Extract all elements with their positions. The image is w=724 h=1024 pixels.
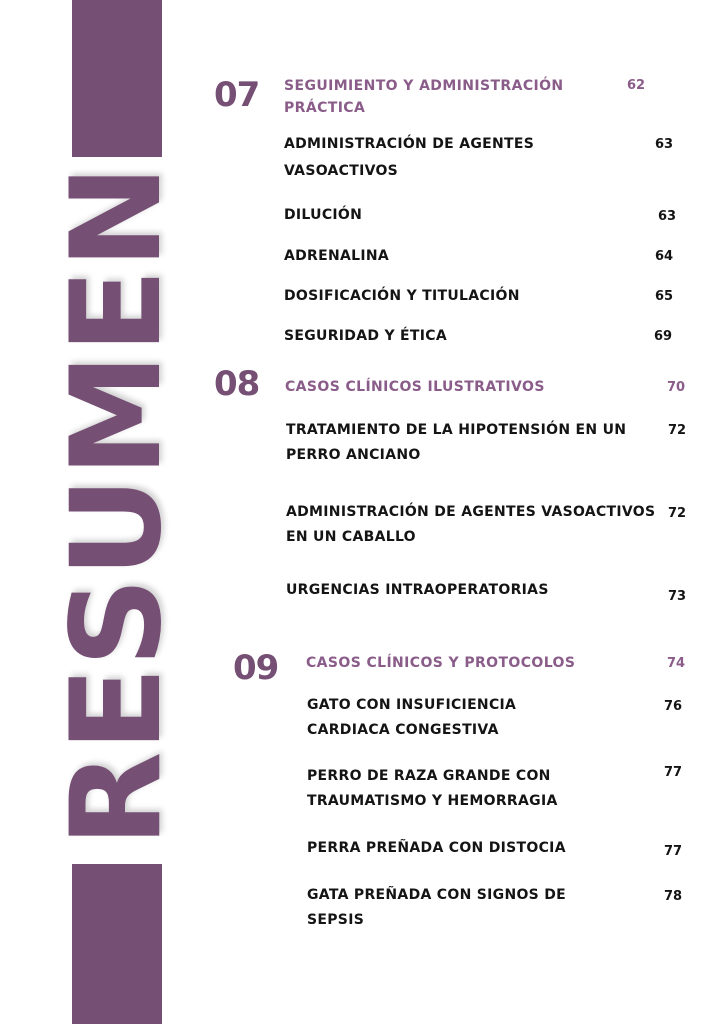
toc-item-page: 72 bbox=[668, 423, 687, 438]
toc-item[interactable]: DOSIFICACIÓN Y TITULACIÓN bbox=[284, 288, 520, 304]
toc-item-page: 77 bbox=[664, 844, 683, 859]
section-title-line1: SEGUIMIENTO Y ADMINISTRACIÓN bbox=[284, 78, 564, 94]
toc-item[interactable]: URGENCIAS INTRAOPERATORIAS bbox=[286, 582, 549, 598]
toc-item[interactable]: SEGURIDAD Y ÉTICA bbox=[284, 328, 447, 344]
toc-item[interactable] bbox=[307, 693, 516, 743]
toc-item-page: 69 bbox=[654, 329, 673, 344]
toc-item[interactable]: PERRA PREÑADA CON DISTOCIA bbox=[307, 840, 566, 856]
toc-item[interactable] bbox=[286, 418, 626, 468]
toc-item[interactable] bbox=[284, 131, 534, 185]
section-title-line2: PRÁCTICA bbox=[284, 100, 366, 116]
toc-item[interactable]: DILUCIÓN bbox=[284, 207, 363, 223]
decorative-bar-bottom bbox=[72, 864, 162, 1024]
toc-item-page: 76 bbox=[664, 699, 683, 714]
section-number: 09 bbox=[233, 648, 279, 688]
section-page-number: 62 bbox=[627, 78, 646, 93]
toc-item-line1: ADMINISTRACIÓN DE AGENTES VASOACTIVOS bbox=[286, 504, 656, 520]
section-title[interactable] bbox=[284, 75, 564, 119]
toc-item[interactable] bbox=[286, 500, 655, 550]
toc-item-page: 72 bbox=[668, 506, 687, 521]
toc-item-line2: CARDIACA CONGESTIVA bbox=[307, 722, 499, 738]
toc-item-line2: VASOACTIVOS bbox=[284, 163, 399, 179]
toc-item-page: 63 bbox=[655, 137, 674, 152]
toc-item[interactable] bbox=[307, 883, 566, 933]
toc-item-page: 73 bbox=[668, 589, 687, 604]
section-number: 07 bbox=[214, 75, 260, 115]
section-page-number: 74 bbox=[667, 656, 686, 671]
toc-item[interactable]: ADRENALINA bbox=[284, 248, 390, 264]
toc-item-line1: GATA PREÑADA CON SIGNOS DE bbox=[307, 887, 567, 903]
toc-item-line2: EN UN CABALLO bbox=[286, 529, 416, 545]
toc-item-line2: SEPSIS bbox=[307, 912, 365, 928]
toc-item-page: 64 bbox=[655, 249, 674, 264]
toc-item-page: 77 bbox=[664, 765, 683, 780]
toc-item-line1: GATO CON INSUFICIENCIA bbox=[307, 697, 517, 713]
toc-item-line2: PERRO ANCIANO bbox=[286, 447, 421, 463]
toc-item-line2: TRAUMATISMO Y HEMORRAGIA bbox=[307, 793, 558, 809]
toc-item-line1: ADMINISTRACIÓN DE AGENTES bbox=[284, 136, 535, 152]
section-page-number: 70 bbox=[667, 380, 686, 395]
decorative-bar-top bbox=[72, 0, 162, 157]
toc-item-page: 65 bbox=[655, 289, 674, 304]
vertical-page-title: RESUMEN bbox=[45, 164, 189, 848]
section-title[interactable]: CASOS CLÍNICOS Y PROTOCOLOS bbox=[306, 655, 576, 671]
toc-item-page: 78 bbox=[664, 889, 683, 904]
toc-item-page: 63 bbox=[658, 209, 677, 224]
toc-item-line1: PERRO DE RAZA GRANDE CON bbox=[307, 768, 551, 784]
toc-item[interactable] bbox=[307, 764, 558, 814]
section-number: 08 bbox=[214, 364, 260, 404]
toc-item-line1: TRATAMIENTO DE LA HIPOTENSIÓN EN UN bbox=[286, 422, 627, 438]
section-title[interactable]: CASOS CLÍNICOS ILUSTRATIVOS bbox=[285, 379, 545, 395]
